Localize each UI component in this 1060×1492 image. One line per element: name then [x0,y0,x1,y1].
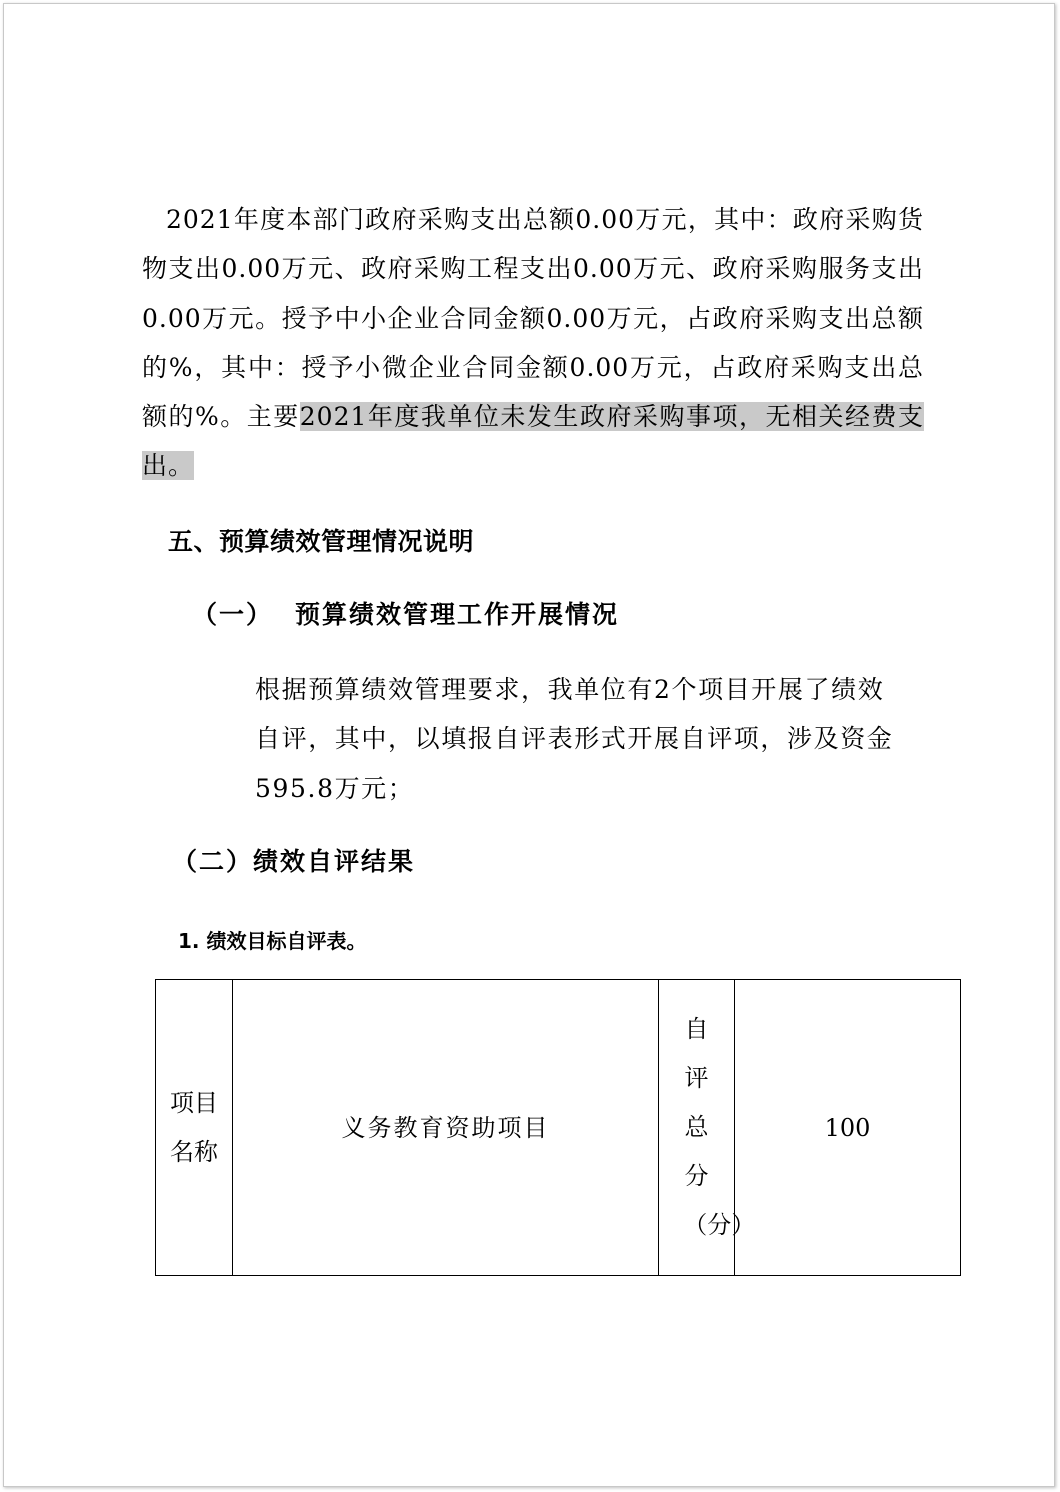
score-value: 100 [824,1113,871,1142]
performance-paragraph: 根据预算绩效管理要求，我单位有2个项目开展了绩效自评，其中，以填报自评表形式开展自评项，涉及资金595.8万元； [255,675,894,803]
subsection-title: 预算绩效管理工作开展情况 [295,600,620,629]
project-name-label: 项目名称 [169,1088,218,1166]
subsection-heading-1 [192,595,619,631]
table-row [156,980,961,1276]
subsection-number: （一） [192,600,274,629]
section-heading-5: 五、预算绩效管理情况说明 [168,527,475,556]
item-heading-1: 1. 绩效目标自评表。 [178,929,367,953]
procurement-paragraph [142,195,924,491]
project-name-value-cell [233,980,659,1276]
project-name-label-cell [156,980,233,1276]
procurement-text: 2021年度本部门政府采购支出总额0.00万元，其中：政府采购货物支出0.00万元、政府采购工程支出0.00万元、政府采购服务支出0.00万元。授予中小企业合同金额0.00万元，占政府采购支出总额的%，其中：授予小微企业合同金额0.00万元，占政府采购支出总额的%。主要 [142,205,924,432]
project-name-value: 义务教育资助项目 [341,1113,550,1142]
score-label-cell [659,980,756,1276]
performance-table [155,979,961,1276]
score-label: 自评总分（分） [683,1015,756,1239]
highlighted-text: 2021年度我单位未发生政府采购事项，无相关经费支出。 [142,402,924,481]
subsection-heading-2: （二）绩效自评结果 [172,847,416,876]
score-value-cell [735,980,961,1276]
